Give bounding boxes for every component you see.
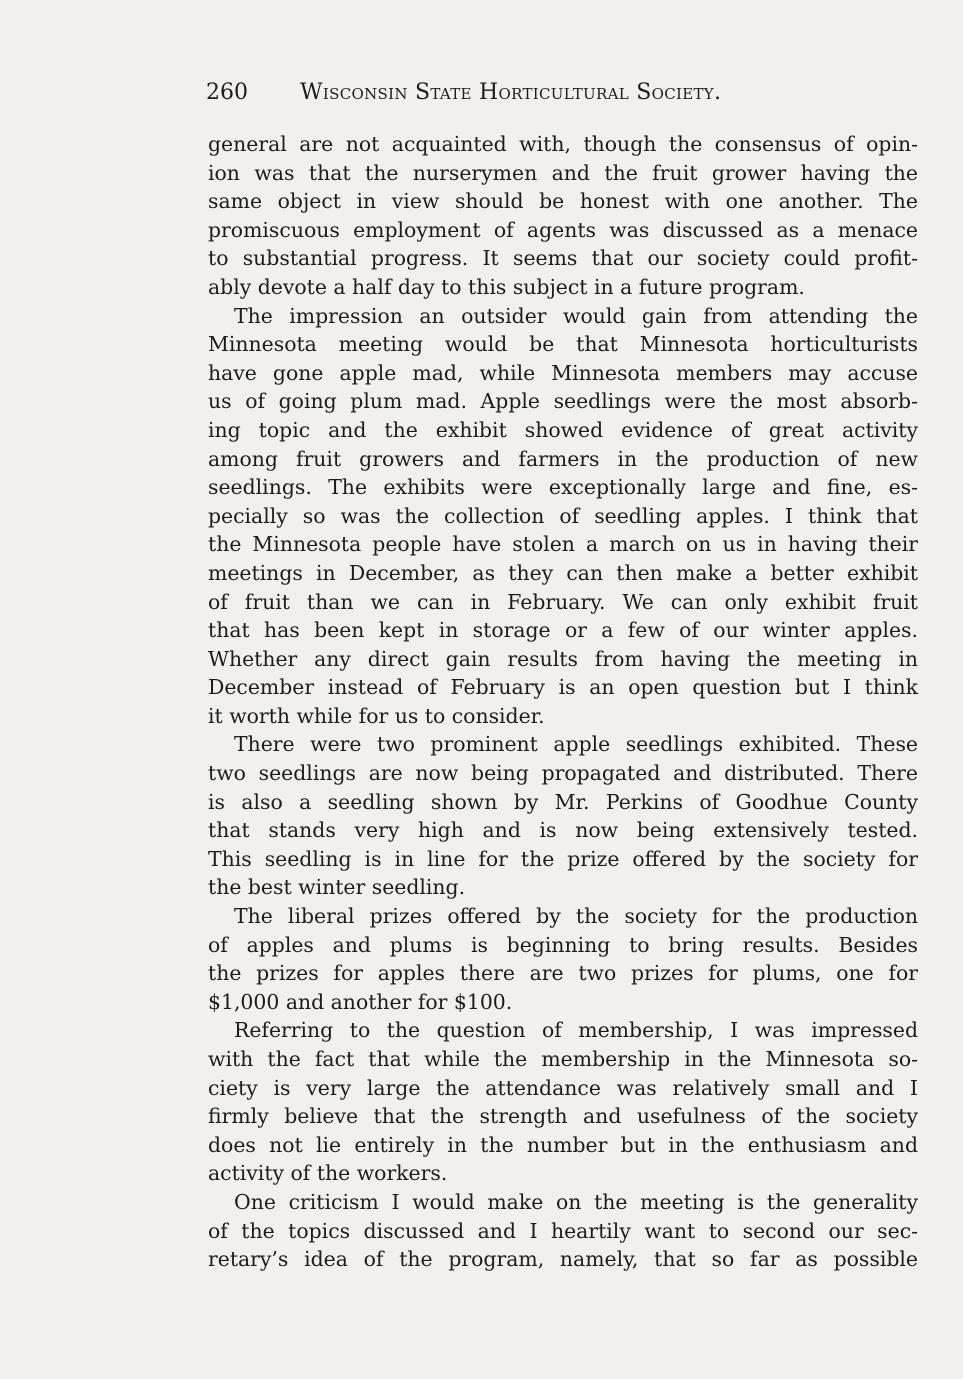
- text-line: same object in view should be honest with one another. The: [208, 189, 918, 214]
- text-line: does not lie entirely in the number but in the enthusiasm and: [208, 1132, 918, 1157]
- text-line: There were two prominent apple seedlings exhibited. These: [234, 732, 918, 757]
- text-line: pecially so was the collection of seedling apples. I think that: [208, 503, 918, 528]
- text-line: ion was that the nurserymen and the fruit grower having the: [208, 160, 918, 185]
- paragraph: [208, 302, 918, 731]
- body-text: [208, 130, 918, 1274]
- text-line: One criticism I would make on the meeting is the generality: [234, 1189, 918, 1214]
- text-line: Referring to the question of membership, I was impressed: [234, 1018, 918, 1043]
- paragraph: [208, 130, 918, 302]
- text-line: two seedlings are now being propagated and distributed. There: [208, 761, 918, 786]
- text-line: Minnesota meeting would be that Minnesota horticulturists: [208, 332, 918, 357]
- text-line: The liberal prizes offered by the society for the production: [234, 904, 918, 929]
- page-number: 260: [206, 80, 248, 105]
- text-line: of fruit than we can in February. We can only exhibit fruit: [208, 589, 918, 614]
- running-title: Wisconsin State Horticultural Society.: [300, 80, 722, 105]
- text-line: to substantial progress. It seems that our society could profit-: [208, 246, 918, 271]
- text-line: The impression an outsider would gain from attending the: [234, 303, 918, 328]
- text-line: ciety is very large the attendance was relatively small and I: [208, 1075, 918, 1100]
- text-line: the best winter seedling.: [208, 875, 466, 900]
- text-line: firmly believe that the strength and usefulness of the society: [208, 1104, 918, 1129]
- text-line: of the topics discussed and I heartily want to second our sec-: [208, 1218, 918, 1243]
- text-line: ing topic and the exhibit showed evidence of great activity: [208, 417, 918, 442]
- text-line: that has been kept in storage or a few of our winter apples.: [208, 618, 918, 643]
- text-line: us of going plum mad. Apple seedlings were the most absorb-: [208, 389, 918, 414]
- text-line: Whether any direct gain results from having the meeting in: [208, 646, 918, 671]
- text-line: with the fact that while the membership in the Minnesota so-: [208, 1047, 918, 1071]
- text-line: the prizes for apples there are two prizes for plums, one for: [208, 961, 918, 986]
- text-line: seedlings. The exhibits were exceptionally large and fine, es-: [208, 475, 918, 500]
- paragraph: [208, 730, 918, 902]
- text-line: it worth while for us to consider.: [208, 703, 545, 728]
- paragraph: [208, 1016, 918, 1188]
- text-line: promiscuous employment of agents was discussed as a menace: [208, 217, 918, 242]
- text-line: the Minnesota people have stolen a march on us in having their: [208, 532, 918, 557]
- text-line: of apples and plums is beginning to bring results. Besides: [208, 932, 918, 957]
- text-line: is also a seedling shown by Mr. Perkins of Goodhue County: [208, 789, 918, 814]
- paragraph: [208, 1188, 918, 1274]
- text-line: have gone apple mad, while Minnesota members may accuse: [208, 360, 918, 385]
- text-line: ably devote a half day to this subject in a future program.: [208, 274, 805, 299]
- text-line: activity of the workers.: [208, 1161, 448, 1186]
- text-line: $1,000 and another for $100.: [208, 989, 513, 1014]
- text-line: that stands very high and is now being extensively tested.: [208, 818, 918, 843]
- paragraph: [208, 902, 918, 1016]
- text-line: retary’s idea of the program, namely, that so far as possible: [208, 1247, 918, 1272]
- text-line: meetings in December, as they can then make a better exhibit: [208, 560, 918, 585]
- text-line: December instead of February is an open question but I think: [208, 675, 918, 700]
- text-line: among fruit growers and farmers in the production of new: [208, 446, 918, 471]
- running-head: [206, 80, 806, 110]
- text-line: This seedling is in line for the prize offered by the society for: [208, 846, 918, 871]
- text-line: general are not acquainted with, though the consensus of opin-: [208, 132, 918, 156]
